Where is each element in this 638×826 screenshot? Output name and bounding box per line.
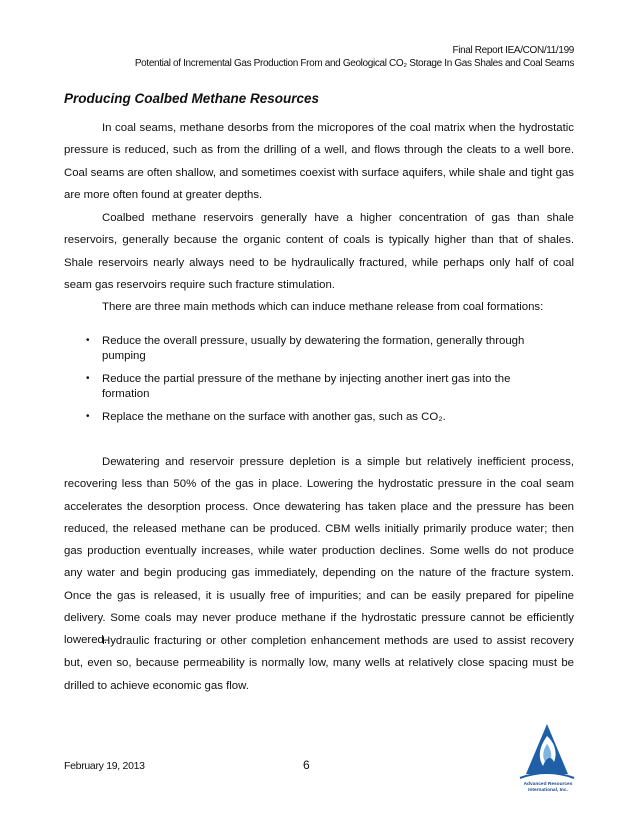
- bullet-marker: •: [86, 335, 90, 346]
- page-number: 6: [303, 758, 310, 772]
- bullet-marker: •: [86, 411, 90, 422]
- company-logo-icon: [510, 722, 584, 782]
- paragraph-1-text: In coal seams, methane desorbs from the micropores of the coal matrix when the hydrostatic pressure is reduced, such as from the drilling of a well, and flows through the cleats to a well bore. Coal seams are often shallow, and sometimes coexist with surface aquifers, while shale and tight gas are more often found at greater depths.: [64, 122, 574, 201]
- logo-line-1: Advanced Resources: [523, 782, 573, 787]
- bullet-text: Reduce the partial pressure of the methane by injecting another inert gas into the formation: [102, 373, 511, 400]
- paragraph-4-text: Dewatering and reservoir pressure depletion is a simple but relatively inefficient process, recovering less than 50% of the gas in place. Lowering the hydrostatic pressure in the coal seam accelerates the desorption process. Once dewatering has taken place and the pressure has been reduced, the released methane can be produced. CBM wells initially primarily produce water; then gas production eventually increases, while water production declines. Some wells do not produce any water and begin producing gas immediately, depending on the nature of the fracture system. Once the gas is released, it is usually free of impurities; and can be easily prepared for pipeline delivery. Some coals may never produce methane if the hydrostatic pressure cannot be efficiently lowered.: [64, 456, 574, 647]
- list-item: [64, 334, 574, 363]
- list-item: [64, 410, 574, 425]
- paragraph-4: [64, 451, 574, 652]
- paragraph-2: [64, 207, 574, 296]
- paragraph-3-text: There are three main methods which can induce methane release from coal formations:: [102, 301, 544, 313]
- section-title: Producing Coalbed Methane Resources: [64, 91, 320, 106]
- list-item: [64, 372, 574, 401]
- bullet-list: [64, 372, 574, 401]
- bullet-text: Replace the methane on the surface with another gas, such as CO₂.: [102, 411, 446, 423]
- company-logo-text: [506, 782, 590, 794]
- paragraph-2-text: Coalbed methane reservoirs generally have a higher concentration of gas than shale reservoirs, generally because the organic content of coals is typically higher than that of shales. Shale reservoirs nearly always need to be hydraulically fractured, while perhaps only half of coal seam gas reservoirs require such fracture stimulation.: [64, 212, 574, 291]
- bullet-list: [64, 334, 574, 363]
- footer-date: February 19, 2013: [64, 760, 145, 772]
- bullet-list: [64, 410, 574, 425]
- running-header: [135, 44, 574, 70]
- bullet-marker: •: [86, 373, 90, 384]
- paragraph-3: [64, 296, 574, 318]
- paragraph-1: [64, 117, 574, 206]
- logo-line-2: International, Inc.: [528, 788, 568, 793]
- bullet-text: Reduce the overall pressure, usually by dewatering the formation, generally through pumping: [102, 335, 525, 362]
- report-id: Final Report IEA/CON/11/199: [452, 45, 574, 56]
- paragraph-5-text: Hydraulic fracturing or other completion enhancement methods are used to assist recovery but, even so, because permeability is normally low, many wells at relatively close spacing must be drilled to achieve economic gas flow.: [64, 635, 574, 692]
- report-subtitle: Potential of Incremental Gas Production From and Geological CO₂ Storage In Gas Shales and Coal Seams: [134, 58, 574, 69]
- paragraph-5: [64, 630, 574, 697]
